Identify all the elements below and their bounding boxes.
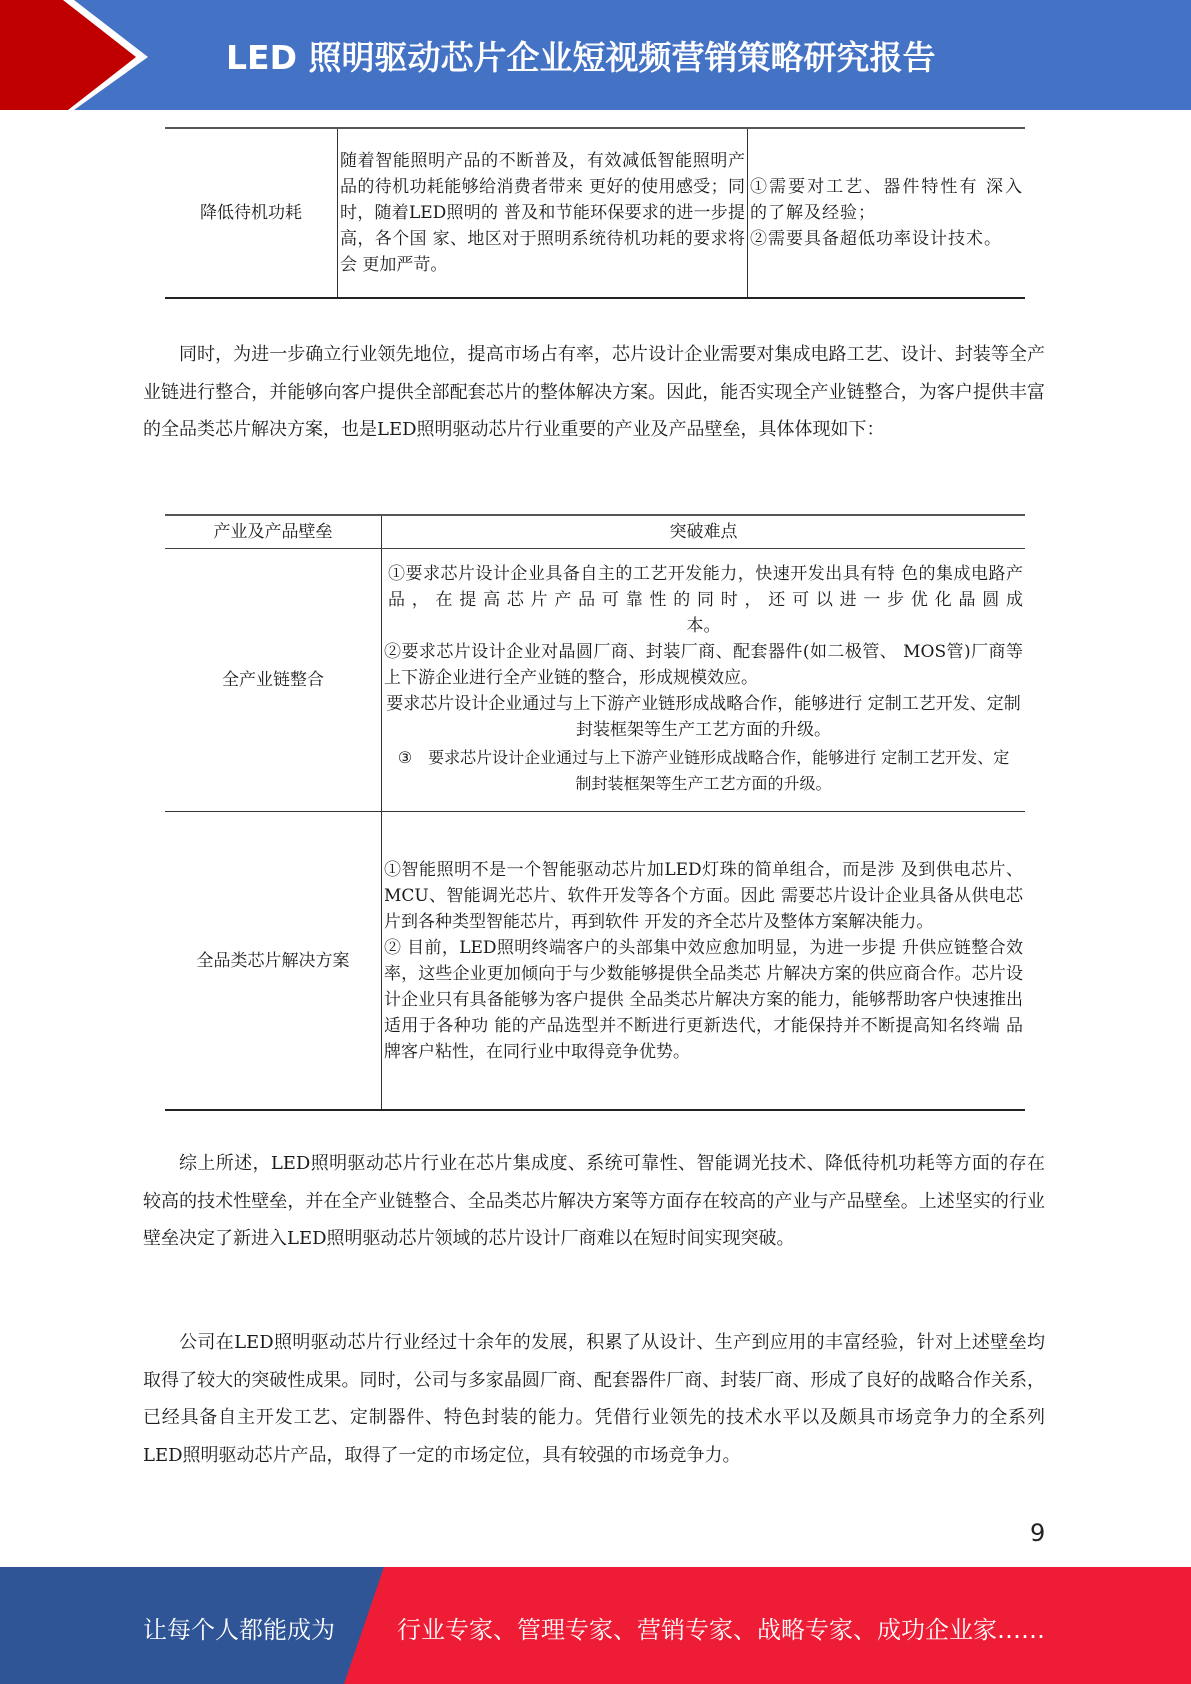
body-paragraph: 同时，为进一步确立行业领先地位，提高市场占有率，芯片设计企业需要对集成电路工艺、设计、封装等全产业链进行整合，并能够向客户提供全部配套芯片的整体解决方案。因此，能否实现全产业链整合，为客户提供丰富的全品类芯片解决方案，也是LED照明驱动芯片行业重要的产业及产品壁垒，具体体现如下： — [143, 344, 1045, 440]
barrier-cell: 全品类芯片解决方案 — [165, 812, 382, 1111]
difficulty-point: 本。 — [686, 616, 721, 636]
technical-barrier-table — [165, 127, 1025, 299]
body-paragraph: 综上所述，LED照明驱动芯片行业在芯片集成度、系统可靠性、智能调光技术、降低待机功耗等方面的存在较高的技术性壁垒，并在全产业链整合、全品类芯片解决方案等方面存在较高的产业与产品壁垒。上述坚实的行业壁垒决定了新进入LED照明驱动芯片领域的芯片设计厂商难以在短时间实现突破。 — [143, 1153, 1045, 1249]
barrier-cell: 降低待机功耗 — [165, 128, 338, 298]
table-header-row — [165, 515, 1025, 549]
table-row — [165, 128, 1025, 298]
difficulty-cell — [748, 128, 1026, 298]
column-header: 突破难点 — [382, 515, 1026, 549]
difficulty-point: ②要求芯片设计企业对晶圆厂商、封装厂商、配套器件(如二极管、 MOS管)厂商等上下游企业进行全产业链的整合，形成规模效应。 — [384, 642, 1023, 688]
page-footer — [0, 1567, 1191, 1684]
barrier-cell: 全产业链整合 — [165, 549, 382, 812]
difficulty-point: ② 目前，LED照明终端客户的头部集中效应愈加明显，为进一步提 升供应链整合效率，这些企业更加倾向于与少数能够提供全品类芯 片解决方案的供应商合作。芯片设计企业只有具备能够为客户提供 全品类芯片解决方案的能力，能够帮助客户快速推出适用于各种功 能的产品选型并不断进行更新迭代，才能保持并不断提高知名终端 品牌客户粘性，在同行业中取得竞争优势。 — [384, 937, 1023, 1062]
difficulty-point: ①需要对工艺、器件特性有 深入的了解及经验； — [750, 177, 1023, 223]
table-row — [165, 549, 1025, 812]
document-title: LED 照明驱动芯片企业短视频营销策略研究报告 — [226, 38, 936, 77]
column-header: 产业及产品壁垒 — [165, 515, 382, 549]
difficulty-point: ①要求芯片设计企业具备自主的工艺开发能力，快速开发出具有特 色的集成电路产品，在提高芯片产品可靠性的同时，还可以进一步优化晶圆成 — [388, 564, 1023, 610]
footer-slogan-left: 让每个人都能成为 — [143, 1616, 335, 1644]
page-number: 9 — [1030, 1519, 1046, 1547]
difficulty-point: 要求芯片设计企业通过与上下游产业链形成战略合作，能够进行 定制工艺开发、定制封装框架等生产工艺方面的升级。 — [386, 694, 1021, 740]
industry-barrier-table — [165, 514, 1025, 1111]
footer-slogan-right: 行业专家、管理专家、营销专家、战略专家、成功企业家…… — [397, 1616, 1045, 1644]
header-arrow-decoration — [0, 0, 200, 110]
difficulty-point: ①智能照明不是一个智能驱动芯片加LED灯珠的简单组合，而是涉 及到供电芯片、MCU、智能调光芯片、软件开发等各个方面。因此 需要芯片设计企业具备从供电芯片到各种类型智能芯片，再到软件 开发的齐全芯片及整体方案解决能力。 — [384, 859, 1023, 932]
body-paragraph: 公司在LED照明驱动芯片行业经过十余年的发展，积累了从设计、生产到应用的丰富经验，针对上述壁垒均取得了较大的突破性成果。同时，公司与多家晶圆厂商、配套器件厂商、封装厂商、形成了良好的战略合作关系，已经具备自主开发工艺、定制器件、特色封装的能力。凭借行业领先的技术水平以及颇具市场竞争力的全系列LED照明驱动芯片产品，取得了一定的市场定位，具有较强的市场竞争力。 — [143, 1332, 1045, 1466]
difficulty-cell — [382, 549, 1026, 812]
page-header — [0, 0, 1191, 110]
table-row — [165, 812, 1025, 1111]
difficulty-point: ②需要具备超低功率设计技术。 — [750, 229, 1002, 249]
difficulty-cell — [382, 812, 1026, 1111]
description-cell: 随着智能照明产品的不断普及，有效减低智能照明产品的待机功耗能够给消费者带来 更好的使用感受；同时，随着LED照明的 普及和节能环保要求的进一步提高，各个国 家、地区对于照明系统待机功耗的要求将会 更加严苛。 — [338, 128, 748, 298]
difficulty-point: ③ 要求芯片设计企业通过与上下游产业链形成战略合作，能够进行 定制工艺开发、定制封装框架等生产工艺方面的升级。 — [397, 748, 1010, 793]
